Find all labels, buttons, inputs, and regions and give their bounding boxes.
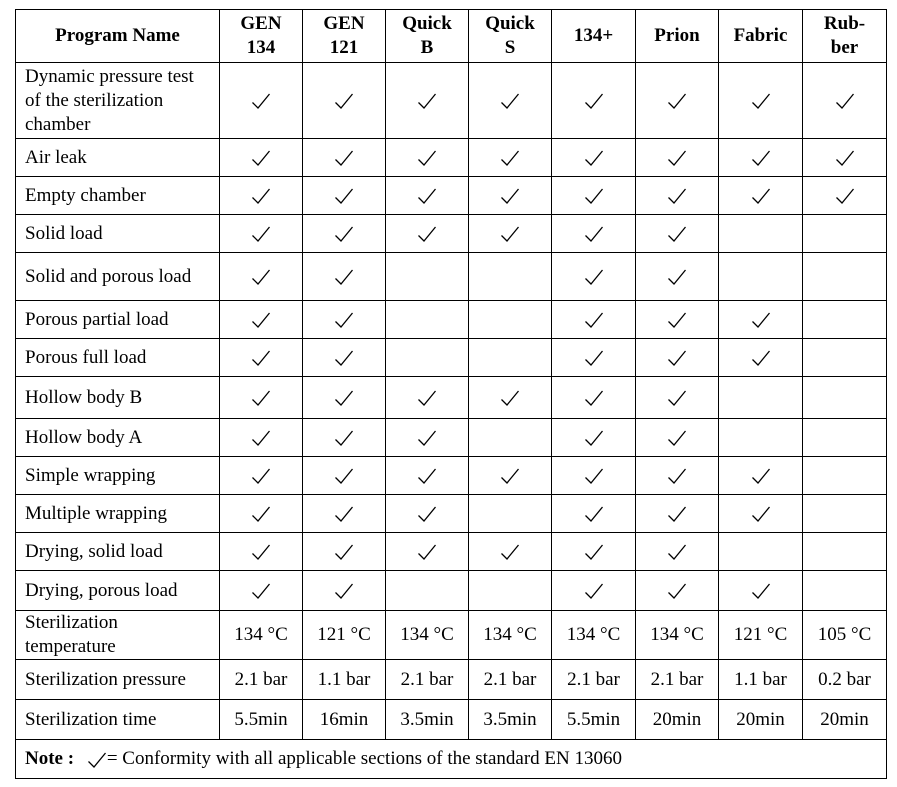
check-cell bbox=[303, 63, 386, 139]
check-cell bbox=[803, 571, 887, 611]
check-cell bbox=[220, 301, 303, 339]
checkmark-icon bbox=[751, 349, 771, 367]
checkmark-icon bbox=[251, 149, 271, 167]
value-cell: 20min bbox=[803, 700, 887, 740]
row-label: Hollow body B bbox=[16, 377, 220, 419]
check-cell bbox=[636, 457, 719, 495]
check-cell bbox=[386, 301, 469, 339]
check-cell bbox=[469, 177, 552, 215]
check-cell bbox=[552, 571, 636, 611]
checkmark-icon bbox=[251, 582, 271, 600]
check-cell bbox=[719, 457, 803, 495]
checkmark-icon bbox=[584, 505, 604, 523]
checkmark-icon bbox=[500, 225, 520, 243]
check-cell bbox=[803, 377, 887, 419]
checkmark-icon bbox=[667, 467, 687, 485]
checkmark-icon bbox=[334, 187, 354, 205]
checkmark-icon bbox=[251, 429, 271, 447]
table-row bbox=[16, 139, 887, 177]
column-header bbox=[552, 10, 636, 63]
checkmark-icon bbox=[751, 92, 771, 110]
value-cell: 134 °C bbox=[636, 611, 719, 660]
checkmark-icon bbox=[751, 187, 771, 205]
checkmark-icon bbox=[334, 311, 354, 329]
checkmark-icon bbox=[417, 467, 437, 485]
check-cell bbox=[386, 457, 469, 495]
column-header bbox=[220, 10, 303, 63]
check-cell bbox=[386, 571, 469, 611]
table-row bbox=[16, 419, 887, 457]
checkmark-icon bbox=[251, 311, 271, 329]
table-row bbox=[16, 660, 887, 700]
column-header bbox=[303, 10, 386, 63]
check-cell bbox=[552, 457, 636, 495]
check-cell bbox=[803, 139, 887, 177]
check-cell bbox=[636, 495, 719, 533]
table-row bbox=[16, 611, 887, 660]
check-cell bbox=[303, 301, 386, 339]
value-cell: 121 °C bbox=[719, 611, 803, 660]
table-row bbox=[16, 700, 887, 740]
checkmark-icon bbox=[835, 149, 855, 167]
check-cell bbox=[303, 533, 386, 571]
column-header bbox=[469, 10, 552, 63]
checkmark-icon bbox=[584, 187, 604, 205]
checkmark-icon bbox=[334, 349, 354, 367]
checkmark-icon bbox=[584, 389, 604, 407]
table-row bbox=[16, 495, 887, 533]
checkmark-icon bbox=[667, 389, 687, 407]
value-cell: 2.1 bar bbox=[552, 660, 636, 700]
row-label: Drying, porous load bbox=[16, 571, 220, 611]
check-cell bbox=[552, 419, 636, 457]
note-row bbox=[16, 740, 887, 779]
checkmark-icon bbox=[751, 467, 771, 485]
note-text: = Conformity with all applicable sections of the standard EN 13060 bbox=[106, 748, 622, 769]
checkmark-icon bbox=[500, 543, 520, 561]
row-label: Empty chamber bbox=[16, 177, 220, 215]
checkmark-icon bbox=[667, 92, 687, 110]
value-cell: 0.2 bar bbox=[803, 660, 887, 700]
check-cell bbox=[386, 339, 469, 377]
check-cell bbox=[386, 177, 469, 215]
table-body bbox=[16, 63, 887, 779]
check-cell bbox=[303, 457, 386, 495]
checkmark-icon bbox=[334, 543, 354, 561]
table-row bbox=[16, 63, 887, 139]
checkmark-icon bbox=[667, 582, 687, 600]
checkmark-icon bbox=[251, 349, 271, 367]
note-cell bbox=[16, 740, 887, 779]
value-cell: 3.5min bbox=[469, 700, 552, 740]
check-cell bbox=[220, 457, 303, 495]
check-cell bbox=[220, 253, 303, 301]
check-cell bbox=[220, 339, 303, 377]
column-header-program-name: Program Name bbox=[16, 10, 220, 63]
column-header-line: Fabric bbox=[733, 25, 788, 46]
value-cell: 1.1 bar bbox=[719, 660, 803, 700]
check-cell bbox=[303, 495, 386, 533]
value-cell: 20min bbox=[719, 700, 803, 740]
column-header-line: B bbox=[420, 37, 434, 58]
checkmark-icon bbox=[751, 311, 771, 329]
check-cell bbox=[552, 377, 636, 419]
table-row bbox=[16, 377, 887, 419]
check-cell bbox=[803, 419, 887, 457]
check-cell bbox=[552, 215, 636, 253]
check-cell bbox=[303, 215, 386, 253]
check-cell bbox=[469, 377, 552, 419]
column-header-line: 121 bbox=[329, 37, 359, 58]
checkmark-icon bbox=[251, 225, 271, 243]
note-label: Note : bbox=[25, 748, 75, 769]
check-cell bbox=[469, 457, 552, 495]
checkmark-icon bbox=[667, 187, 687, 205]
check-cell bbox=[636, 63, 719, 139]
value-cell: 2.1 bar bbox=[220, 660, 303, 700]
checkmark-icon bbox=[835, 92, 855, 110]
check-cell bbox=[719, 253, 803, 301]
row-label: Porous partial load bbox=[16, 301, 220, 339]
table-row bbox=[16, 215, 887, 253]
check-cell bbox=[552, 533, 636, 571]
check-cell bbox=[636, 215, 719, 253]
checkmark-icon bbox=[667, 429, 687, 447]
checkmark-icon bbox=[417, 187, 437, 205]
checkmark-icon bbox=[334, 467, 354, 485]
checkmark-icon bbox=[667, 543, 687, 561]
check-cell bbox=[552, 301, 636, 339]
check-cell bbox=[803, 533, 887, 571]
row-label: Dynamic pressure test of the sterilization chamber bbox=[16, 63, 220, 139]
checkmark-icon bbox=[251, 187, 271, 205]
checkmark-icon bbox=[584, 582, 604, 600]
check-cell bbox=[303, 419, 386, 457]
check-cell bbox=[469, 215, 552, 253]
check-cell bbox=[220, 533, 303, 571]
check-cell bbox=[386, 533, 469, 571]
column-header-line: Quick bbox=[485, 13, 535, 34]
check-cell bbox=[803, 457, 887, 495]
table-row bbox=[16, 457, 887, 495]
checkmark-icon bbox=[417, 92, 437, 110]
check-cell bbox=[719, 215, 803, 253]
row-label: Sterilization time bbox=[16, 700, 220, 740]
check-cell bbox=[469, 301, 552, 339]
row-label: Hollow body A bbox=[16, 419, 220, 457]
header-row bbox=[16, 10, 887, 63]
column-header-line: ber bbox=[830, 37, 859, 58]
checkmark-icon bbox=[667, 349, 687, 367]
table-row bbox=[16, 253, 887, 301]
check-cell bbox=[636, 177, 719, 215]
value-cell: 3.5min bbox=[386, 700, 469, 740]
checkmark-icon bbox=[417, 149, 437, 167]
checkmark-icon bbox=[584, 467, 604, 485]
row-label: Simple wrapping bbox=[16, 457, 220, 495]
checkmark-icon bbox=[334, 92, 354, 110]
value-cell: 134 °C bbox=[469, 611, 552, 660]
row-label: Porous full load bbox=[16, 339, 220, 377]
value-cell: 134 °C bbox=[552, 611, 636, 660]
check-cell bbox=[303, 571, 386, 611]
check-cell bbox=[636, 339, 719, 377]
check-cell bbox=[719, 139, 803, 177]
value-cell: 5.5min bbox=[552, 700, 636, 740]
checkmark-icon bbox=[667, 505, 687, 523]
row-label: Sterilization temperature bbox=[16, 611, 220, 660]
checkmark-icon bbox=[251, 543, 271, 561]
column-header bbox=[636, 10, 719, 63]
program-conformity-table bbox=[15, 9, 887, 779]
check-cell bbox=[636, 377, 719, 419]
checkmark-icon bbox=[584, 268, 604, 286]
checkmark-icon bbox=[584, 429, 604, 447]
value-cell: 134 °C bbox=[386, 611, 469, 660]
check-cell bbox=[636, 571, 719, 611]
check-cell bbox=[636, 139, 719, 177]
column-header bbox=[803, 10, 887, 63]
checkmark-icon bbox=[667, 225, 687, 243]
checkmark-icon bbox=[334, 429, 354, 447]
check-cell bbox=[803, 495, 887, 533]
check-cell bbox=[803, 63, 887, 139]
check-cell bbox=[719, 63, 803, 139]
row-label: Sterilization pressure bbox=[16, 660, 220, 700]
checkmark-icon bbox=[417, 389, 437, 407]
check-cell bbox=[220, 571, 303, 611]
check-cell bbox=[803, 253, 887, 301]
value-cell: 1.1 bar bbox=[303, 660, 386, 700]
checkmark-icon bbox=[751, 149, 771, 167]
check-cell bbox=[469, 495, 552, 533]
checkmark-icon bbox=[500, 389, 520, 407]
check-cell bbox=[303, 177, 386, 215]
check-cell bbox=[803, 177, 887, 215]
column-header-line: 134 bbox=[246, 37, 276, 58]
checkmark-icon bbox=[835, 187, 855, 205]
check-cell bbox=[386, 495, 469, 533]
check-cell bbox=[469, 139, 552, 177]
row-label: Solid load bbox=[16, 215, 220, 253]
check-cell bbox=[469, 571, 552, 611]
check-cell bbox=[303, 139, 386, 177]
check-cell bbox=[719, 177, 803, 215]
check-cell bbox=[220, 139, 303, 177]
check-cell bbox=[636, 253, 719, 301]
checkmark-icon bbox=[334, 389, 354, 407]
check-cell bbox=[552, 253, 636, 301]
checkmark-icon bbox=[417, 225, 437, 243]
checkmark-icon bbox=[667, 268, 687, 286]
checkmark-icon bbox=[584, 149, 604, 167]
check-cell bbox=[303, 339, 386, 377]
row-label: Multiple wrapping bbox=[16, 495, 220, 533]
check-cell bbox=[719, 571, 803, 611]
checkmark-icon bbox=[334, 225, 354, 243]
checkmark-icon bbox=[584, 349, 604, 367]
check-cell bbox=[803, 301, 887, 339]
checkmark-icon bbox=[500, 467, 520, 485]
check-cell bbox=[220, 495, 303, 533]
row-label: Drying, solid load bbox=[16, 533, 220, 571]
check-cell bbox=[303, 377, 386, 419]
check-cell bbox=[552, 63, 636, 139]
checkmark-icon bbox=[334, 582, 354, 600]
checkmark-icon bbox=[584, 225, 604, 243]
check-cell bbox=[719, 419, 803, 457]
check-cell bbox=[220, 419, 303, 457]
checkmark-icon bbox=[251, 467, 271, 485]
checkmark-icon bbox=[584, 92, 604, 110]
table-row bbox=[16, 301, 887, 339]
checkmark-icon bbox=[500, 149, 520, 167]
checkmark-icon bbox=[334, 268, 354, 286]
check-cell bbox=[220, 63, 303, 139]
column-header bbox=[386, 10, 469, 63]
check-cell bbox=[552, 495, 636, 533]
checkmark-icon bbox=[751, 582, 771, 600]
checkmark-icon bbox=[584, 311, 604, 329]
column-header-line: Quick bbox=[402, 13, 452, 34]
value-cell: 121 °C bbox=[303, 611, 386, 660]
checkmark-icon bbox=[751, 505, 771, 523]
column-header-line: S bbox=[504, 37, 516, 58]
check-cell bbox=[469, 253, 552, 301]
check-cell bbox=[719, 533, 803, 571]
checkmark-icon bbox=[584, 543, 604, 561]
checkmark-icon bbox=[667, 149, 687, 167]
checkmark-icon bbox=[667, 311, 687, 329]
table-row bbox=[16, 571, 887, 611]
check-cell bbox=[719, 495, 803, 533]
checkmark-icon bbox=[500, 92, 520, 110]
checkmark-icon bbox=[417, 505, 437, 523]
check-cell bbox=[552, 139, 636, 177]
table-row bbox=[16, 177, 887, 215]
check-cell bbox=[469, 419, 552, 457]
column-header-line: Prion bbox=[654, 25, 700, 46]
check-cell bbox=[636, 301, 719, 339]
check-cell bbox=[469, 63, 552, 139]
check-cell bbox=[469, 339, 552, 377]
column-header-line: 134+ bbox=[573, 25, 614, 46]
checkmark-icon bbox=[251, 268, 271, 286]
column-header-line: Rub- bbox=[823, 13, 866, 34]
checkmark-icon bbox=[417, 429, 437, 447]
row-label: Air leak bbox=[16, 139, 220, 177]
check-cell bbox=[220, 177, 303, 215]
check-cell bbox=[220, 377, 303, 419]
check-cell bbox=[636, 533, 719, 571]
check-cell bbox=[719, 301, 803, 339]
column-header-line: GEN bbox=[240, 13, 282, 34]
column-header bbox=[719, 10, 803, 63]
checkmark-icon bbox=[87, 751, 107, 769]
checkmark-icon bbox=[251, 389, 271, 407]
check-cell bbox=[803, 215, 887, 253]
row-label: Solid and porous load bbox=[16, 253, 220, 301]
checkmark-icon bbox=[500, 187, 520, 205]
checkmark-icon bbox=[251, 505, 271, 523]
check-cell bbox=[719, 377, 803, 419]
check-cell bbox=[220, 215, 303, 253]
value-cell: 5.5min bbox=[220, 700, 303, 740]
check-cell bbox=[552, 339, 636, 377]
check-cell bbox=[552, 177, 636, 215]
value-cell: 134 °C bbox=[220, 611, 303, 660]
check-cell bbox=[386, 215, 469, 253]
value-cell: 2.1 bar bbox=[469, 660, 552, 700]
check-cell bbox=[469, 533, 552, 571]
check-cell bbox=[386, 253, 469, 301]
check-cell bbox=[386, 419, 469, 457]
value-cell: 20min bbox=[636, 700, 719, 740]
table-row bbox=[16, 339, 887, 377]
check-cell bbox=[636, 419, 719, 457]
check-cell bbox=[803, 339, 887, 377]
table-row bbox=[16, 533, 887, 571]
check-cell bbox=[386, 63, 469, 139]
check-cell bbox=[386, 139, 469, 177]
checkmark-icon bbox=[334, 149, 354, 167]
program-table-container bbox=[15, 9, 887, 779]
checkmark-icon bbox=[417, 543, 437, 561]
value-cell: 2.1 bar bbox=[386, 660, 469, 700]
column-header-line: GEN bbox=[323, 13, 365, 34]
check-cell bbox=[719, 339, 803, 377]
value-cell: 16min bbox=[303, 700, 386, 740]
checkmark-icon bbox=[251, 92, 271, 110]
value-cell: 105 °C bbox=[803, 611, 887, 660]
check-cell bbox=[303, 253, 386, 301]
check-cell bbox=[386, 377, 469, 419]
value-cell: 2.1 bar bbox=[636, 660, 719, 700]
checkmark-icon bbox=[334, 505, 354, 523]
